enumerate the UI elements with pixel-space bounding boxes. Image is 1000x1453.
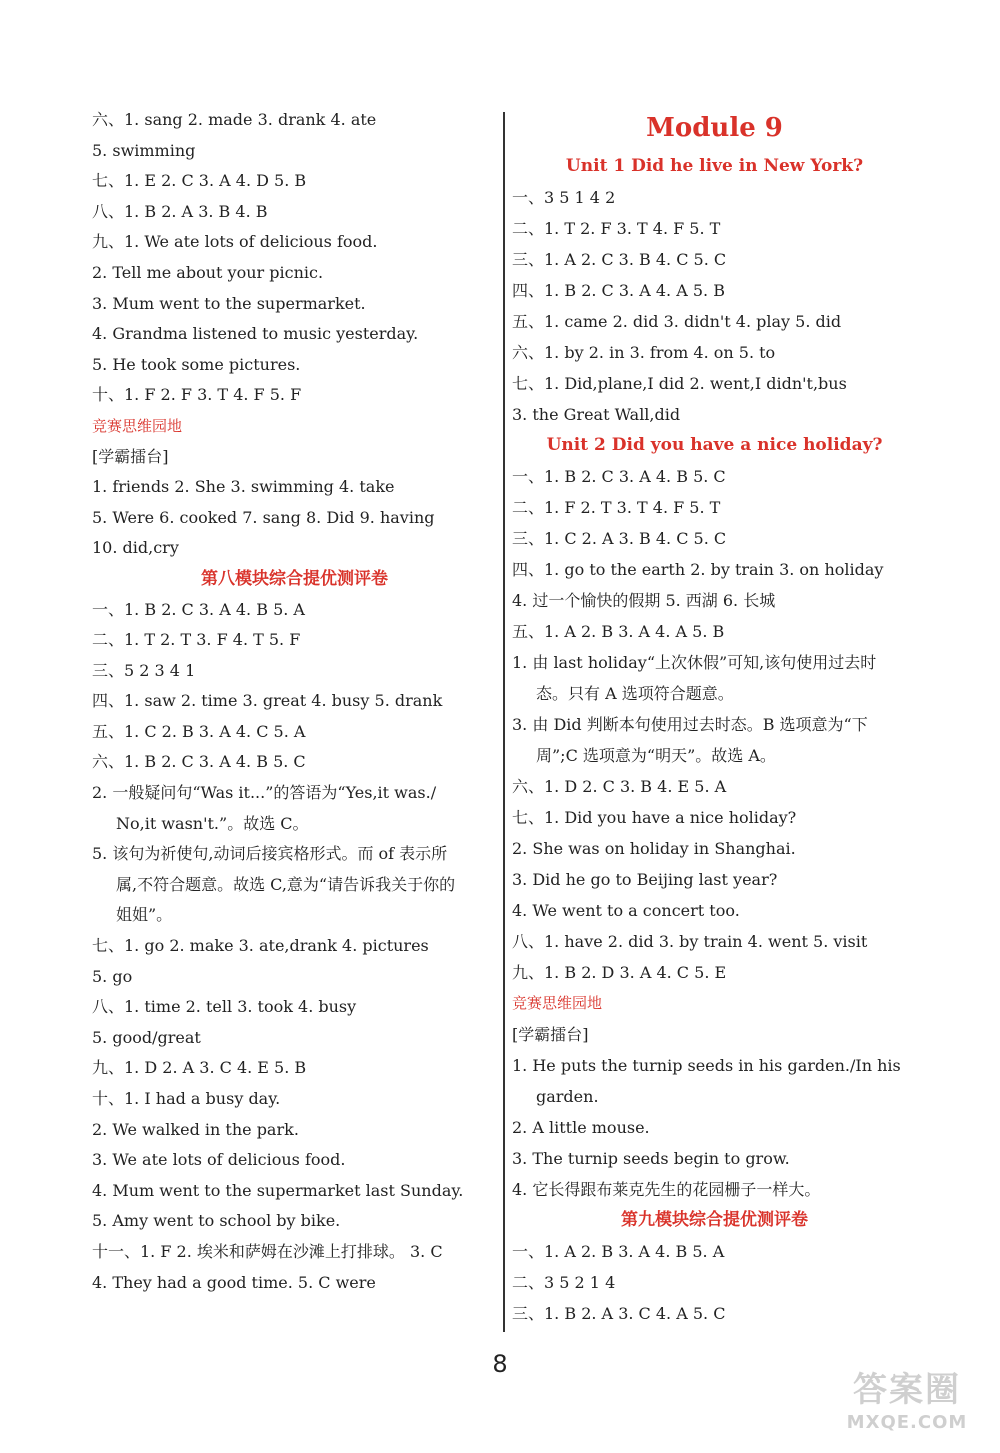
answer-line: 10. did,cry [92, 538, 179, 558]
answer-line: 三、1. A 2. C 3. B 4. C 5. C [512, 250, 727, 269]
answer-line: 二、1. T 2. F 3. T 4. F 5. T [512, 219, 721, 238]
answer-line: 六、1. B 2. C 3. A 4. B 5. C [92, 752, 306, 772]
answer-line: 5. swimming [92, 140, 196, 160]
answer-line: 3. the Great Wall,did [512, 405, 681, 424]
answer-line: 三、1. C 2. A 3. B 4. C 5. C [512, 529, 727, 548]
answer-line: 1. friends 2. She 3. swimming 4. take [92, 477, 395, 497]
answer-line: 六、1. by 2. in 3. from 4. on 5. to [512, 343, 776, 362]
answer-line: 十一、1. F 2. 埃米和萨姆在沙滩上打排球。 3. C [92, 1241, 443, 1261]
answer-line: 5. Amy went to school by bike. [92, 1211, 341, 1231]
answer-line: 3. Mum went to the supermarket. [92, 293, 366, 313]
answer-line: 五、1. C 2. B 3. A 4. C 5. A [92, 721, 306, 741]
answer-line: 一、1. B 2. C 3. A 4. B 5. A [92, 599, 305, 619]
section-heading: 第八模块综合提优测评卷 [201, 568, 388, 589]
answer-line: 一、1. B 2. C 3. A 4. B 5. C [512, 467, 726, 486]
answer-line: 四、1. go to the earth 2. by train 3. on holiday [512, 560, 884, 579]
answer-line-continued: 周”;C 选项意为“明天”。故选 A。 [536, 746, 776, 765]
answer-line: 三、5 2 3 4 1 [92, 660, 196, 680]
answer-line: 5. Were 6. cooked 7. sang 8. Did 9. having [92, 507, 435, 527]
answer-line: 九、1. We ate lots of delicious food. [92, 232, 378, 252]
answer-line: 七、1. Did you have a nice holiday? [512, 808, 797, 827]
answer-line: 二、3 5 2 1 4 [512, 1273, 616, 1292]
answer-line: 五、1. A 2. B 3. A 4. A 5. B [512, 622, 725, 641]
answer-line: 十、1. F 2. F 3. T 4. F 5. F [92, 385, 302, 405]
answer-line: 4. 它长得跟布莱克先生的花园栅子一样大。 [512, 1180, 821, 1199]
answer-line-continued: garden. [536, 1087, 599, 1106]
answer-line: 5. go [92, 966, 133, 986]
competition-section-label: 竞赛思维园地 [92, 416, 183, 435]
answer-line: 二、1. F 2. T 3. T 4. F 5. T [512, 498, 721, 517]
answer-line-continued: 态。只有 A 选项符合题意。 [536, 684, 734, 703]
answer-line: 2. 一般疑问句“Was it...”的答语为“Yes,it was./ [92, 783, 437, 803]
answer-line: [学霸擂台] [512, 1025, 589, 1044]
answer-line: 八、1. time 2. tell 3. took 4. busy [92, 997, 357, 1017]
answer-line: 三、1. B 2. A 3. C 4. A 5. C [512, 1304, 726, 1323]
answer-line: 4. Grandma listened to music yesterday. [92, 324, 419, 344]
answer-line: 九、1. D 2. A 3. C 4. E 5. B [92, 1058, 307, 1078]
section-heading: 第九模块综合提优测评卷 [621, 1210, 808, 1230]
answer-line: 5. 该句为祈使句,动词后接宾格形式。而 of 表示所 [92, 844, 448, 864]
answer-line: 3. We ate lots of delicious food. [92, 1150, 346, 1170]
answer-line: 2. She was on holiday in Shanghai. [512, 839, 796, 858]
answer-line: 3. The turnip seeds begin to grow. [512, 1149, 790, 1168]
column-divider [503, 112, 505, 1332]
answer-line: 四、1. saw 2. time 3. great 4. busy 5. drank [92, 691, 443, 711]
answer-line-continued: No,it wasn't.”。故选 C。 [116, 813, 309, 833]
answer-line: 六、1. D 2. C 3. B 4. E 5. A [512, 777, 727, 796]
answer-line: 4. Mum went to the supermarket last Sunday. [92, 1180, 464, 1200]
answer-line: 一、1. A 2. B 3. A 4. B 5. A [512, 1242, 725, 1261]
answer-line: 四、1. B 2. C 3. A 4. A 5. B [512, 281, 725, 300]
answer-line: 七、1. Did,plane,I did 2. went,I didn't,bus [512, 374, 847, 393]
answer-line: 4. We went to a concert too. [512, 901, 740, 920]
right-column [512, 105, 917, 1329]
answer-line: 1. He puts the turnip seeds in his garden./In his [512, 1056, 901, 1075]
answer-line: 5. good/great [92, 1027, 201, 1047]
answer-line: 3. Did he go to Beijing last year? [512, 870, 778, 889]
answer-line: 4. They had a good time. 5. C were [92, 1272, 376, 1292]
answer-line: 一、3 5 1 4 2 [512, 188, 616, 207]
answer-line: 1. 由 last holiday“上次休假”可知,该句使用过去时 [512, 653, 877, 672]
page-number: 8 [492, 1350, 508, 1378]
answer-line: 八、1. have 2. did 3. by train 4. went 5. visit [512, 932, 868, 951]
answer-line: 十、1. I had a busy day. [92, 1089, 281, 1108]
module-title: Module 9 [646, 113, 783, 143]
answer-line: 七、1. go 2. make 3. ate,drank 4. pictures [92, 936, 429, 956]
section-heading: Unit 1 Did he live in New York? [565, 156, 864, 176]
answer-line: 2. Tell me about your picnic. [92, 262, 324, 282]
answer-line: 六、1. sang 2. made 3. drank 4. ate [92, 110, 377, 129]
answer-line: 五、1. came 2. did 3. didn't 4. play 5. did [512, 312, 842, 331]
answer-line: 二、1. T 2. T 3. F 4. T 5. F [92, 630, 301, 650]
watermark-main-text: 答案圈 [853, 1370, 961, 1410]
answer-line: 九、1. B 2. D 3. A 4. C 5. E [512, 963, 727, 982]
answer-line: 2. A little mouse. [512, 1118, 650, 1137]
answer-line: [学霸擂台] [92, 446, 169, 466]
answer-line: 七、1. E 2. C 3. A 4. D 5. B [92, 171, 307, 191]
answer-line: 2. We walked in the park. [92, 1119, 299, 1139]
answer-line: 3. 由 Did 判断本句使用过去时态。B 选项意为“下 [512, 715, 868, 734]
left-column [92, 105, 497, 1298]
section-heading: Unit 2 Did you have a nice holiday? [546, 435, 883, 455]
watermark-sub-text: MXQE.COM [846, 1412, 968, 1433]
answer-line-continued: 姐姐”。 [116, 905, 173, 925]
competition-section-label: 竞赛思维园地 [512, 994, 603, 1012]
answer-line-continued: 属,不符合题意。故选 C,意为“请告诉我关于你的 [116, 874, 456, 894]
answer-line: 5. He took some pictures. [92, 354, 301, 374]
answer-line: 4. 过一个愉快的假期 5. 西湖 6. 长城 [512, 591, 776, 610]
watermark-logo [832, 1369, 982, 1441]
answer-line: 八、1. B 2. A 3. B 4. B [92, 201, 268, 221]
